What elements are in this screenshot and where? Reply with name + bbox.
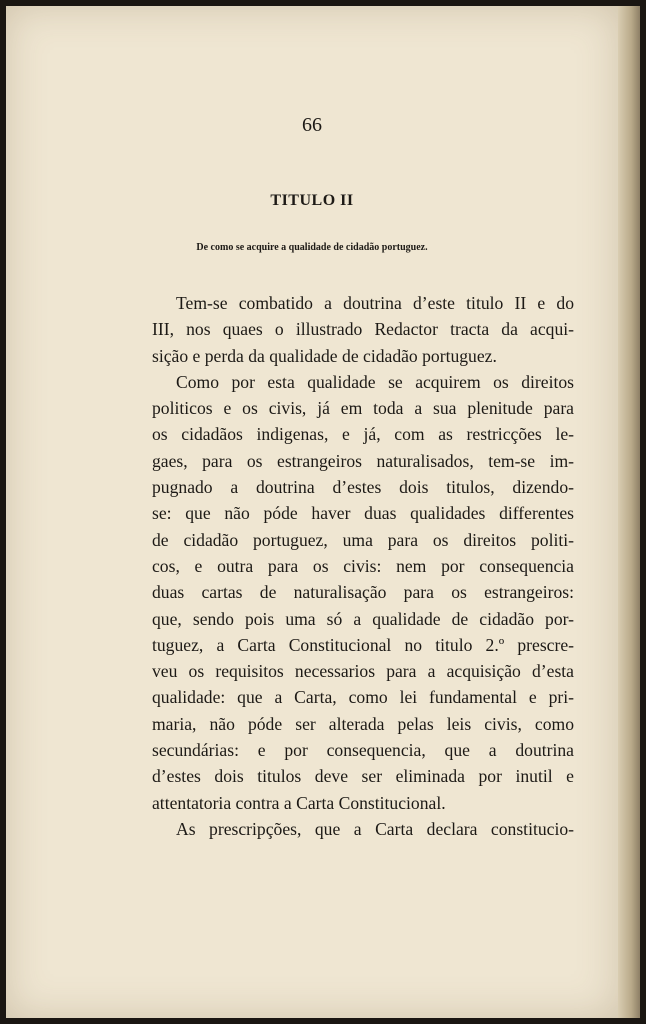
- text-line: gaes, para os estrangeiros naturalisados, tem-se im-: [152, 450, 574, 471]
- page-number: 66: [302, 114, 322, 136]
- text-line: se: que não póde haver duas qualidades differentes: [152, 503, 574, 524]
- text-line: veu os requisitos necessarios para a acquisição d’esta: [152, 661, 574, 682]
- text-line: Como por esta qualidade se acquirem os direitos: [176, 371, 574, 392]
- text-line: As prescripções, que a Carta declara constitucio-: [176, 818, 574, 839]
- book-page: [6, 6, 618, 1018]
- body-text: [152, 290, 574, 842]
- text-line: Tem-se combatido a doutrina d’este titulo II e do: [176, 293, 574, 313]
- text-line: attentatoria contra a Carta Constitucional.: [152, 792, 446, 813]
- text-line: maria, não póde ser alterada pelas leis civis, como: [152, 713, 574, 734]
- text-line: os cidadãos indigenas, e já, com as restricções le-: [152, 424, 574, 445]
- text-line: III, nos quaes o illustrado Redactor tracta da acqui-: [152, 319, 574, 340]
- section-subtitle: De como se acquire a qualidade de cidadão portuguez.: [196, 242, 428, 253]
- text-line: que, sendo pois uma só a qualidade de cidadão por-: [152, 608, 574, 629]
- text-line: secundárias: e por consequencia, que a doutrina: [152, 740, 574, 761]
- text-line: qualidade: que a Carta, como lei fundamental e pri-: [152, 687, 574, 708]
- text-line: de cidadão portuguez, uma para os direitos politi-: [152, 529, 574, 550]
- paragraph-1: [152, 290, 574, 369]
- text-line: duas cartas de naturalisação para os estrangeiros:: [152, 582, 574, 603]
- text-line: tuguez, a Carta Constitucional no titulo 2.º prescre-: [152, 634, 574, 655]
- paragraph-2: [152, 369, 574, 816]
- page-edge-right: [618, 6, 640, 1018]
- text-line: sição e perda da qualidade de cidadão portuguez.: [152, 345, 497, 366]
- text-line: pugnado a doutrina d’estes dois titulos, dizendo-: [152, 477, 574, 498]
- section-title: TITULO II: [270, 192, 354, 209]
- text-line: cos, e outra para os civis: nem por consequencia: [152, 555, 574, 576]
- text-line: d’estes dois titulos deve ser eliminada por inutil e: [152, 766, 574, 787]
- text-line: politicos e os civis, já em toda a sua plenitude para: [152, 398, 574, 419]
- paragraph-3: [152, 816, 574, 842]
